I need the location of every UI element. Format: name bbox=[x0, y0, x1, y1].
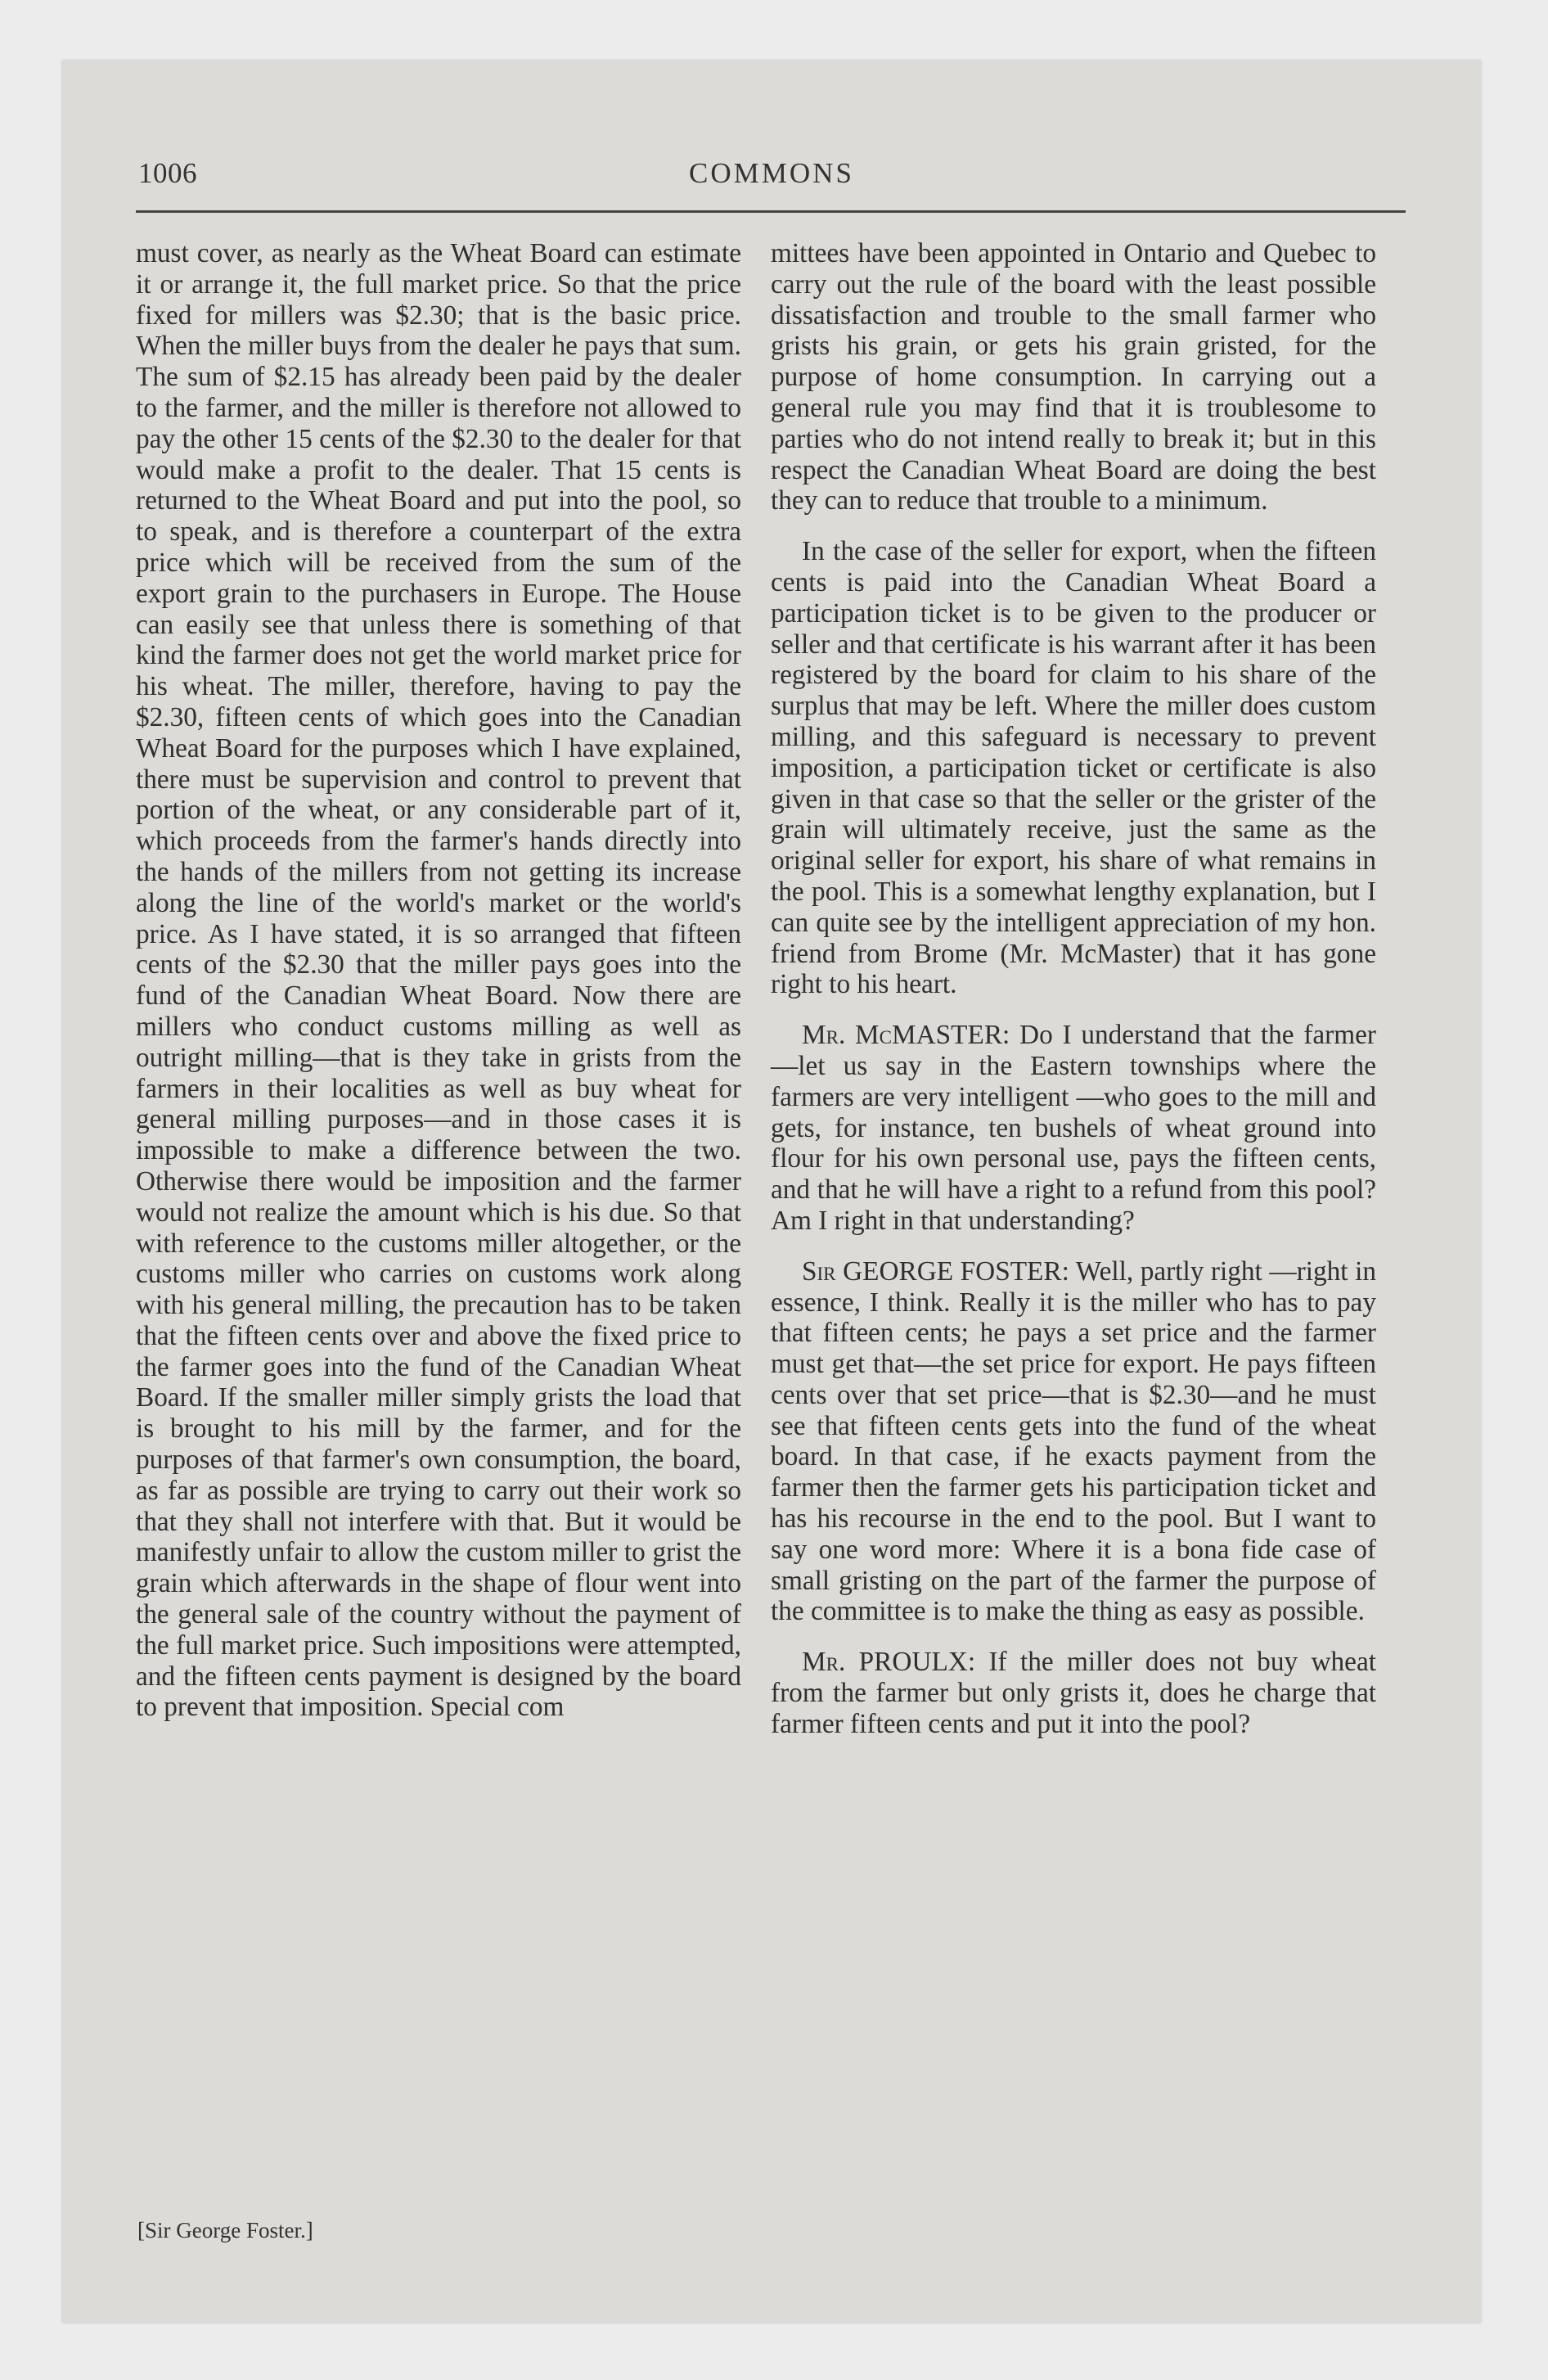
right-paragraph-2: In the case of the seller for export, when the fifteen cents is paid into the Canadian Wheat Board a participation ticket is to be given to the producer or seller and that certificate is his warrant after it has been registered by the board for claim to his share of the surplus that may be left. Where the miller does custom milling, and this safeguard is necessary to prevent imposition, a participation ticket or certificate is also given in that case so that the seller or the grister of the grain will ultimately receive, just the same as the original seller for export, his share of what remains in the pool. This is a somewhat lengthy explanation, but I can quite see by the intelligent appreciation of my hon. friend from Brome (Mr. McMaster) that it has gone right to his heart. bbox=[771, 536, 1376, 1000]
speech-text: If the miller does not buy wheat from the farmer but only grists it, does he charge that farmer fifteen cents and put it into the pool? bbox=[771, 1647, 1376, 1739]
document-page bbox=[62, 61, 1481, 2323]
right-column bbox=[771, 238, 1376, 1740]
right-paragraph-3 bbox=[771, 1020, 1376, 1237]
running-head: COMMONS bbox=[689, 157, 854, 189]
speech-text: Do I understand that the farmer—let us say in the Eastern townships where the farmers are very intelligent —who goes to the mill and gets, for instance, ten bushels of wheat ground into flour for his own personal use, pays the fifteen cents, and that he will have a right to a refund from this pool? Am I right in that understanding? bbox=[771, 1020, 1376, 1236]
left-column bbox=[136, 238, 741, 1723]
speaker-name: Mr. McMASTER: bbox=[802, 1020, 1010, 1051]
right-paragraph-1: mittees have been appointed in Ontario and Quebec to carry out the rule of the board with the least possible dissatisfaction and trouble to the small farmer who grists his grain, or gets his grain gristed, for the purpose of home consumption. In carrying out a general rule you may find that it is troublesome to parties who do not intend really to break it; but in this respect the Canadian Wheat Board are doing the best they can to reduce that trouble to a minimum. bbox=[771, 238, 1376, 516]
speaker-footnote: [Sir George Foster.] bbox=[137, 2218, 313, 2243]
speaker-name: Sir GEORGE FOSTER: bbox=[802, 1255, 1069, 1287]
header-rule bbox=[136, 210, 1406, 213]
speech-text: Well, partly right —right in essence, I think. Really it is the miller who has to pay that fifteen cents; he pays a set price and the farmer must get that—the set price for export. He pays fifteen cents over that set price—that is $2.30—and he must see that fifteen cents gets into the fund of the wheat board. In that case, if he exacts payment from the farmer then the farmer gets his participation ticket and has his recourse in the end to the pool. But I want to say one word more: Where it is a bona fide case of small gristing on the part of the farmer the purpose of the committee is to make the thing as easy as possible. bbox=[771, 1255, 1376, 1627]
page-number: 1006 bbox=[138, 157, 197, 189]
right-paragraph-4 bbox=[771, 1256, 1376, 1628]
right-paragraph-5 bbox=[771, 1647, 1376, 1739]
speaker-name: Mr. PROULX: bbox=[802, 1647, 976, 1678]
left-paragraph-1: must cover, as nearly as the Wheat Board can estimate it or arrange it, the full market price. So that the price fixed for millers was $2.30; that is the basic price. When the miller buys from the dealer he pays that sum. The sum of $2.15 has already been paid by the dealer to the farmer, and the miller is therefore not allowed to pay the other 15 cents of the $2.30 to the dealer for that would make a profit to the dealer. That 15 cents is returned to the Wheat Board and put into the pool, so to speak, and is therefore a counterpart of the extra price which will be received from the sum of the export grain to the purchasers in Europe. The House can easily see that unless there is something of that kind the farmer does not get the world market price for his wheat. The miller, therefore, having to pay the $2.30, fifteen cents of which goes into the Canadian Wheat Board for the purposes which I have explained, there must be supervision and control to prevent that portion of the wheat, or any considerable part of it, which proceeds from the farmer's hands directly into the hands of the millers from not getting its increase along the line of the world's market or the world's price. As I have stated, it is so arranged that fifteen cents of the $2.30 that the miller pays goes into the fund of the Canadian Wheat Board. Now there are millers who conduct customs milling as well as outright milling—that is they take in grists from the farmers in their localities as well as buy wheat for general milling purposes—and in those cases it is impossible to make a difference between the two. Otherwise there would be imposition and the farmer would not realize the amount which is his due. So that with reference to the customs miller altogether, or the customs miller who carries on customs work along with his general milling, the precaution has to be taken that the fifteen cents over and above the fixed price to the farmer goes into the fund of the Canadian Wheat Board. If the smaller miller simply grists the load that is brought to his mill by the farmer, and for the purposes of that farmer's own consumption, the board, as far as possible are trying to carry out their work so that they shall not interfere with that. But it would be manifestly unfair to allow the custom miller to grist the grain which afterwards in the shape of flour went into the general sale of the country without the payment of the full market price. Such impositions were attempted, and the fifteen cents payment is designed by the board to prevent that imposition. Special com bbox=[136, 238, 741, 1723]
